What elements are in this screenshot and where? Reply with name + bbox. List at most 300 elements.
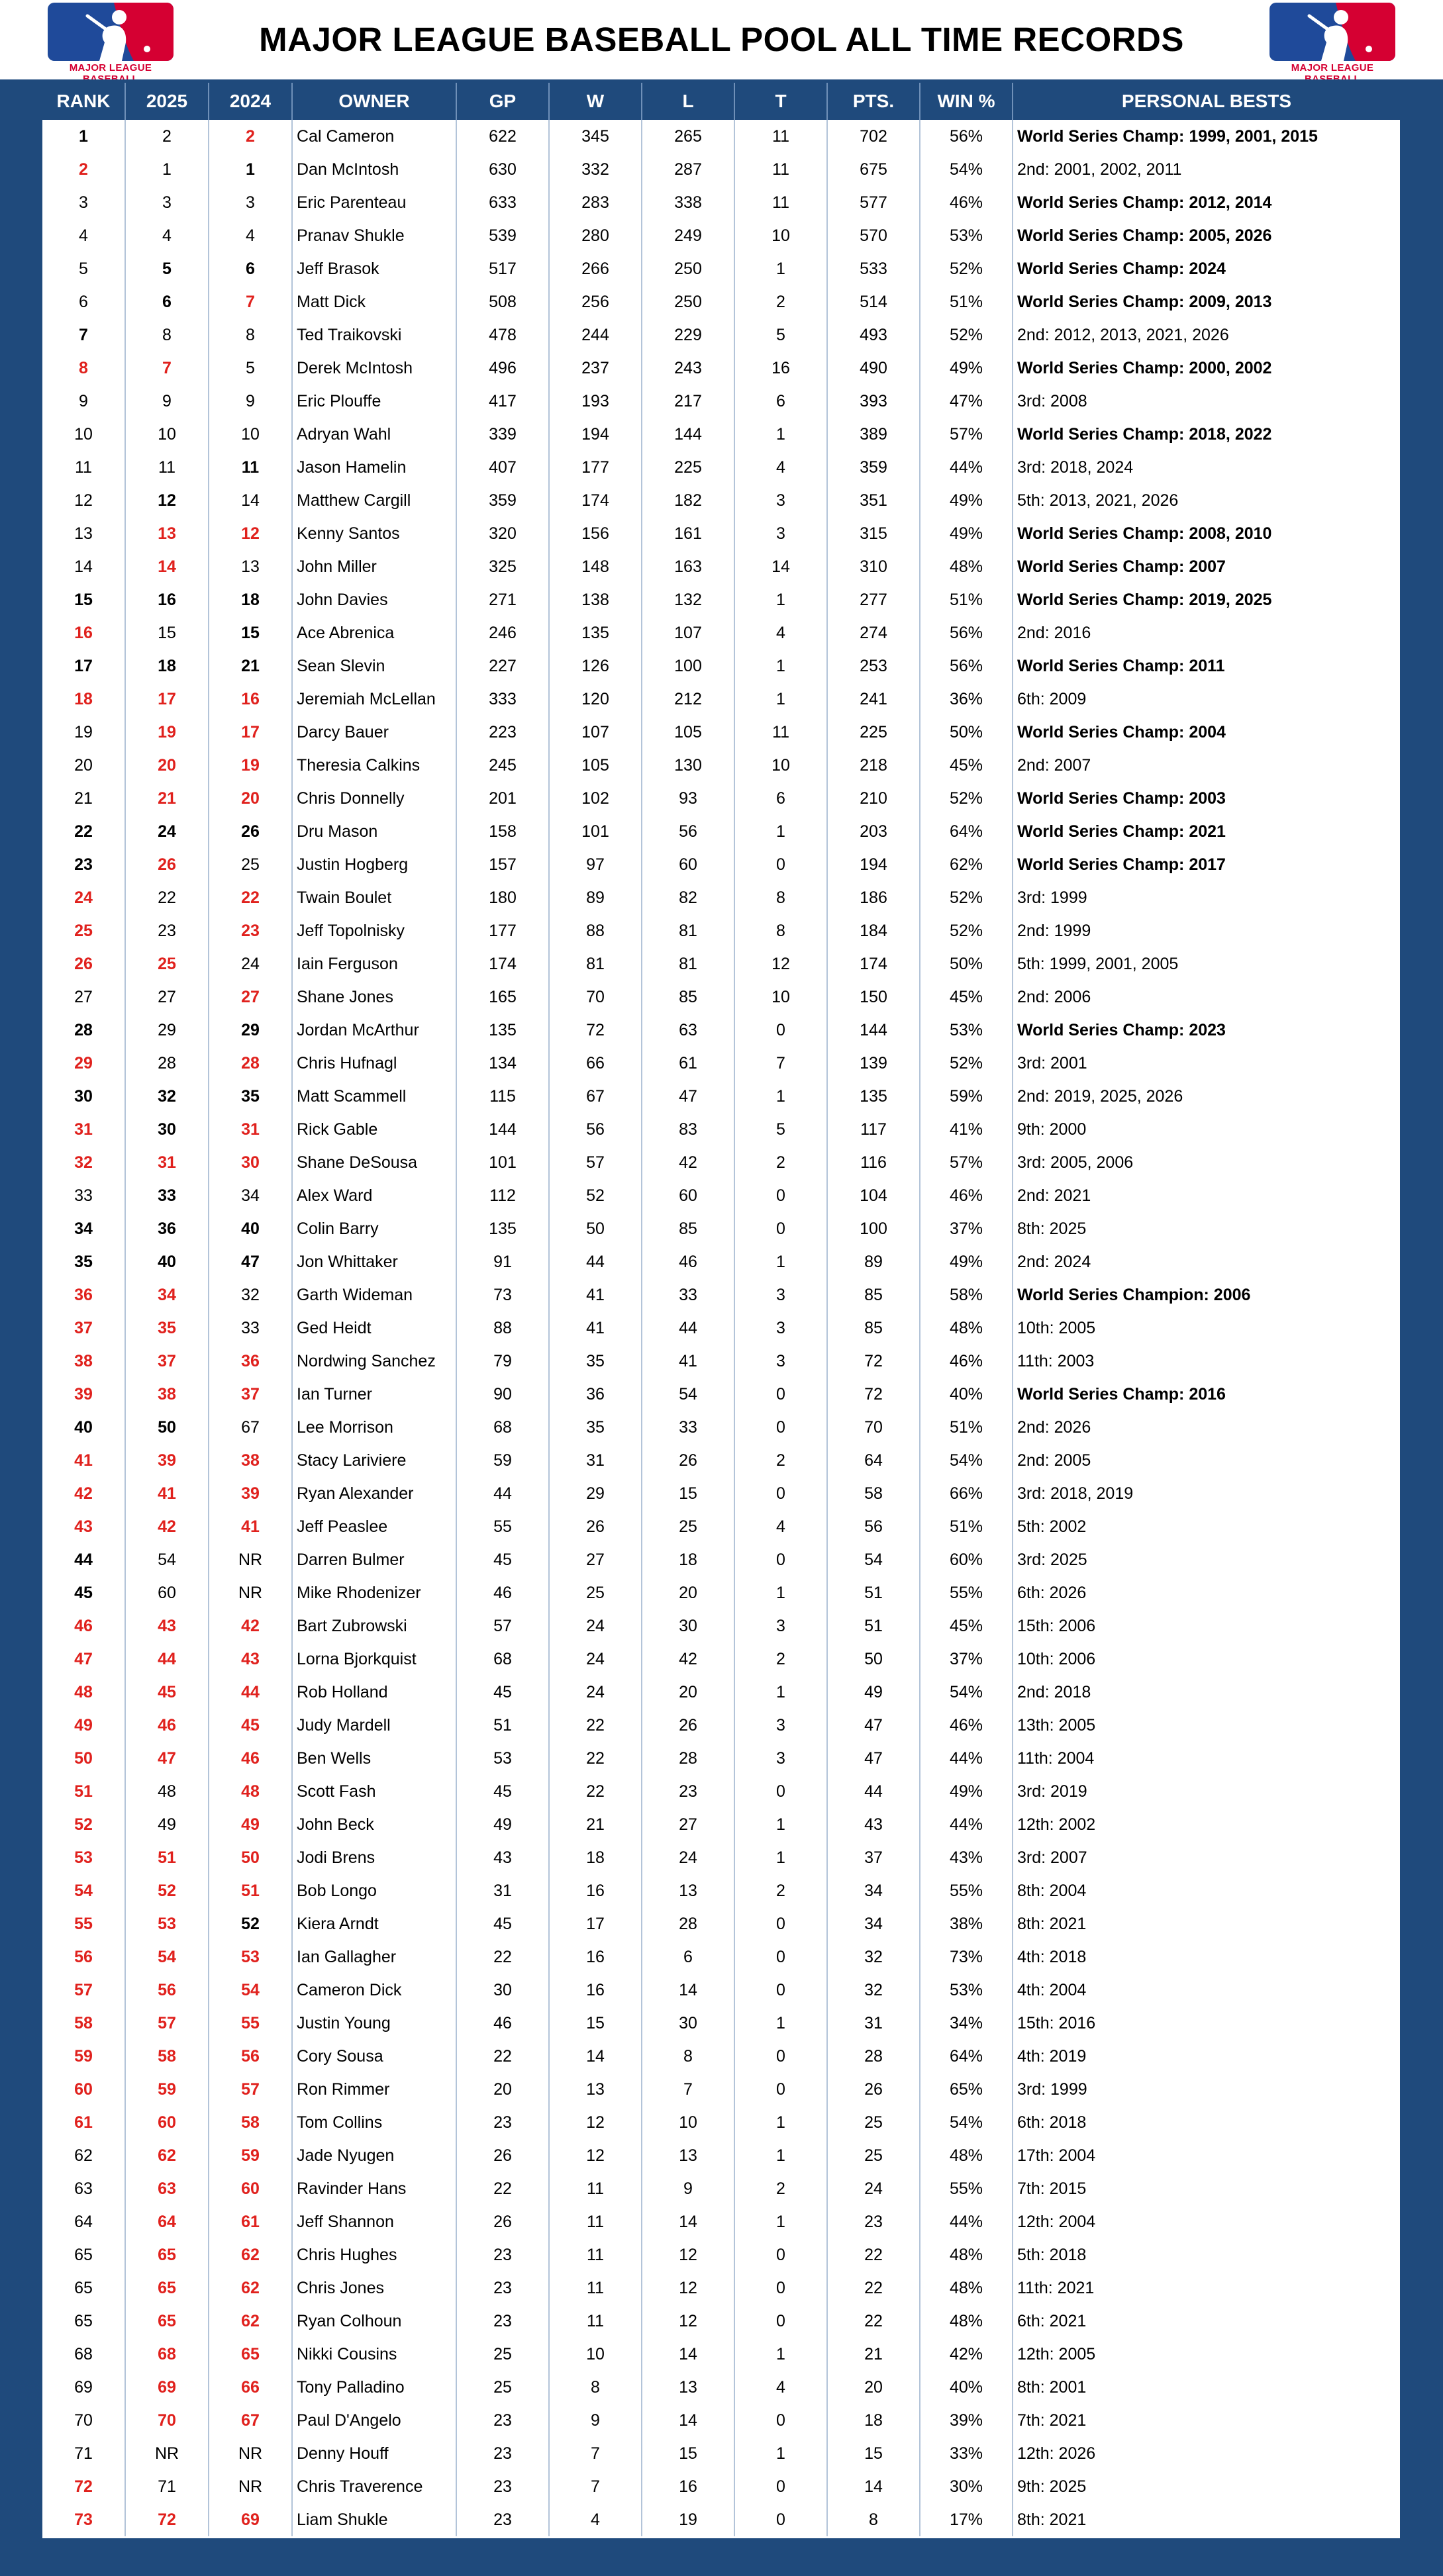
table-row	[42, 484, 1400, 517]
cell-l: 33	[642, 1411, 735, 1444]
logo-caption: MAJOR LEAGUE	[69, 62, 152, 73]
cell-t: 1	[735, 1676, 828, 1709]
cell-gp: 407	[457, 451, 550, 484]
cell-t: 6	[735, 782, 828, 815]
table-row	[42, 848, 1400, 881]
cell-owner: Alex Ward	[293, 1179, 457, 1212]
cell-w: 89	[550, 881, 642, 914]
table-row	[42, 550, 1400, 583]
cell-2025: 27	[126, 980, 209, 1014]
cell-rank: 24	[42, 881, 126, 914]
cell-2025: 13	[126, 517, 209, 550]
cell-owner: Liam Shukle	[293, 2503, 457, 2536]
cell-owner: Ged Heidt	[293, 1312, 457, 1345]
cell-t: 1	[735, 2205, 828, 2238]
cell-2024: 54	[209, 1974, 293, 2007]
cell-gp: 115	[457, 1080, 550, 1113]
cell-personal-best: 4th: 2018	[1017, 1948, 1087, 1966]
cell-l: 26	[642, 1444, 735, 1477]
cell-personal-best: 2nd: 2007	[1017, 756, 1091, 775]
cell-w: 126	[550, 649, 642, 683]
cell-win-pct: 62%	[921, 848, 1013, 881]
cell-personal-best: 3rd: 2005, 2006	[1017, 1153, 1134, 1172]
cell-l: 250	[642, 252, 735, 285]
cell-2025: 40	[126, 1245, 209, 1278]
cell-l: 14	[642, 2205, 735, 2238]
cell-2025: 60	[126, 2106, 209, 2139]
cell-rank: 59	[42, 2040, 126, 2073]
cell-rank: 25	[42, 914, 126, 947]
cell-win-pct: 45%	[921, 980, 1013, 1014]
table-row	[42, 2172, 1400, 2205]
cell-w: 11	[550, 2172, 642, 2205]
cell-w: 266	[550, 252, 642, 285]
cell-pts: 23	[828, 2205, 921, 2238]
cell-l: 212	[642, 683, 735, 716]
cell-gp: 22	[457, 1940, 550, 1974]
cell-win-pct: 65%	[921, 2073, 1013, 2106]
cell-pts: 104	[828, 1179, 921, 1212]
cell-pts: 359	[828, 451, 921, 484]
cell-personal-best: 2nd: 2019, 2025, 2026	[1017, 1087, 1183, 1106]
cell-w: 11	[550, 2305, 642, 2338]
cell-l: 15	[642, 1477, 735, 1510]
cell-w: 21	[550, 1808, 642, 1841]
cell-2024: 47	[209, 1245, 293, 1278]
cell-w: 16	[550, 1974, 642, 2007]
cell-rank: 49	[42, 1709, 126, 1742]
cell-win-pct: 44%	[921, 451, 1013, 484]
cell-2024: 18	[209, 583, 293, 616]
cell-t: 0	[735, 1775, 828, 1808]
cell-t: 1	[735, 649, 828, 683]
cell-owner: Matthew Cargill	[293, 484, 457, 517]
cell-owner: Tony Palladino	[293, 2371, 457, 2404]
cell-pts: 34	[828, 1874, 921, 1907]
cell-rank: 28	[42, 1014, 126, 1047]
cell-gp: 144	[457, 1113, 550, 1146]
cell-win-pct: 64%	[921, 2040, 1013, 2073]
cell-owner: Cal Cameron	[293, 120, 457, 153]
cell-win-pct: 48%	[921, 2139, 1013, 2172]
cell-rank: 72	[42, 2470, 126, 2503]
table-row	[42, 1179, 1400, 1212]
cell-rank: 21	[42, 782, 126, 815]
cell-l: 229	[642, 318, 735, 352]
cell-personal-best: 3rd: 2008	[1017, 392, 1087, 410]
cell-rank: 16	[42, 616, 126, 649]
cell-l: 61	[642, 1047, 735, 1080]
cell-w: 11	[550, 2271, 642, 2305]
cell-w: 15	[550, 2007, 642, 2040]
cell-t: 1	[735, 1576, 828, 1609]
cell-2025: 65	[126, 2271, 209, 2305]
cell-t: 1	[735, 2338, 828, 2371]
cell-l: 85	[642, 980, 735, 1014]
cell-gp: 157	[457, 848, 550, 881]
cell-pts: 56	[828, 1510, 921, 1543]
cell-l: 163	[642, 550, 735, 583]
table-row	[42, 2437, 1400, 2470]
cell-win-pct: 48%	[921, 2271, 1013, 2305]
cell-2025: 5	[126, 252, 209, 285]
cell-pts: 241	[828, 683, 921, 716]
cell-gp: 45	[457, 1907, 550, 1940]
table-row	[42, 1477, 1400, 1510]
cell-gp: 44	[457, 1477, 550, 1510]
table-row	[42, 186, 1400, 219]
cell-gp: 165	[457, 980, 550, 1014]
cell-owner: Matt Scammell	[293, 1080, 457, 1113]
cell-gp: 271	[457, 583, 550, 616]
cell-2024: 31	[209, 1113, 293, 1146]
cell-l: 338	[642, 186, 735, 219]
cell-2025: 53	[126, 1907, 209, 1940]
cell-t: 3	[735, 1345, 828, 1378]
cell-rank: 14	[42, 550, 126, 583]
cell-owner: Pranav Shukle	[293, 219, 457, 252]
cell-owner: John Davies	[293, 583, 457, 616]
cell-gp: 25	[457, 2338, 550, 2371]
cell-l: 9	[642, 2172, 735, 2205]
cell-rank: 36	[42, 1278, 126, 1312]
cell-w: 24	[550, 1676, 642, 1709]
cell-rank: 50	[42, 1742, 126, 1775]
cell-win-pct: 54%	[921, 1676, 1013, 1709]
cell-personal-best: 15th: 2016	[1017, 2014, 1096, 2032]
table-row	[42, 1940, 1400, 1974]
cell-w: 44	[550, 1245, 642, 1278]
cell-2025: 54	[126, 1543, 209, 1576]
cell-t: 0	[735, 1212, 828, 1245]
cell-l: 83	[642, 1113, 735, 1146]
cell-w: 13	[550, 2073, 642, 2106]
cell-rank: 70	[42, 2404, 126, 2437]
cell-personal-best: 3rd: 2019	[1017, 1782, 1087, 1801]
cell-rank: 60	[42, 2073, 126, 2106]
cell-owner: Chris Traverence	[293, 2470, 457, 2503]
cell-l: 27	[642, 1808, 735, 1841]
cell-gp: 68	[457, 1643, 550, 1676]
cell-pts: 514	[828, 285, 921, 318]
cell-win-pct: 55%	[921, 2172, 1013, 2205]
table-row	[42, 1312, 1400, 1345]
cell-rank: 17	[42, 649, 126, 683]
cell-gp: 23	[457, 2238, 550, 2271]
cell-owner: Colin Barry	[293, 1212, 457, 1245]
cell-l: 100	[642, 649, 735, 683]
cell-2024: 44	[209, 1676, 293, 1709]
cell-t: 1	[735, 252, 828, 285]
table-row	[42, 2040, 1400, 2073]
cell-personal-best: 12th: 2026	[1017, 2444, 1096, 2463]
cell-owner: Chris Hughes	[293, 2238, 457, 2271]
cell-t: 0	[735, 1974, 828, 2007]
cell-l: 217	[642, 385, 735, 418]
cell-w: 26	[550, 1510, 642, 1543]
cell-2025: 16	[126, 583, 209, 616]
cell-l: 8	[642, 2040, 735, 2073]
cell-2024: 35	[209, 1080, 293, 1113]
cell-2024: NR	[209, 1576, 293, 1609]
col-header-w: W	[550, 83, 642, 120]
cell-owner: John Beck	[293, 1808, 457, 1841]
cell-win-pct: 56%	[921, 120, 1013, 153]
cell-2024: 4	[209, 219, 293, 252]
cell-gp: 23	[457, 2271, 550, 2305]
cell-2025: NR	[126, 2437, 209, 2470]
cell-l: 161	[642, 517, 735, 550]
cell-w: 24	[550, 1609, 642, 1643]
cell-personal-best: World Series Champ: 2011	[1017, 657, 1225, 675]
cell-2025: 70	[126, 2404, 209, 2437]
table-row	[42, 418, 1400, 451]
cell-gp: 633	[457, 186, 550, 219]
cell-owner: Ian Gallagher	[293, 1940, 457, 1974]
cell-l: 6	[642, 1940, 735, 1974]
cell-gp: 496	[457, 352, 550, 385]
cell-2025: 57	[126, 2007, 209, 2040]
cell-pts: 139	[828, 1047, 921, 1080]
cell-personal-best: World Series Champ: 2018, 2022	[1017, 425, 1272, 444]
table-row	[42, 1874, 1400, 1907]
cell-owner: Rick Gable	[293, 1113, 457, 1146]
cell-pts: 54	[828, 1543, 921, 1576]
cell-w: 41	[550, 1312, 642, 1345]
cell-2025: 49	[126, 1808, 209, 1841]
cell-2025: 51	[126, 1841, 209, 1874]
cell-win-pct: 50%	[921, 716, 1013, 749]
cell-gp: 135	[457, 1212, 550, 1245]
cell-pts: 14	[828, 2470, 921, 2503]
cell-pts: 22	[828, 2305, 921, 2338]
cell-t: 1	[735, 418, 828, 451]
cell-rank: 62	[42, 2139, 126, 2172]
cell-2025: 59	[126, 2073, 209, 2106]
cell-gp: 46	[457, 1576, 550, 1609]
cell-win-pct: 37%	[921, 1643, 1013, 1676]
cell-w: 22	[550, 1775, 642, 1808]
cell-rank: 65	[42, 2238, 126, 2271]
cell-w: 102	[550, 782, 642, 815]
cell-personal-best: 5th: 2013, 2021, 2026	[1017, 491, 1179, 510]
cell-2025: 19	[126, 716, 209, 749]
cell-l: 249	[642, 219, 735, 252]
cell-2025: 58	[126, 2040, 209, 2073]
cell-t: 6	[735, 385, 828, 418]
cell-t: 5	[735, 318, 828, 352]
cell-win-pct: 57%	[921, 418, 1013, 451]
cell-2024: 25	[209, 848, 293, 881]
cell-gp: 223	[457, 716, 550, 749]
cell-win-pct: 48%	[921, 2238, 1013, 2271]
cell-2024: 41	[209, 1510, 293, 1543]
cell-l: 23	[642, 1775, 735, 1808]
cell-pts: 274	[828, 616, 921, 649]
cell-w: 12	[550, 2139, 642, 2172]
cell-2024: 22	[209, 881, 293, 914]
cell-2024: 16	[209, 683, 293, 716]
cell-w: 29	[550, 1477, 642, 1510]
cell-rank: 7	[42, 318, 126, 352]
cell-gp: 245	[457, 749, 550, 782]
cell-gp: 49	[457, 1808, 550, 1841]
cell-owner: Jon Whittaker	[293, 1245, 457, 1278]
cell-rank: 26	[42, 947, 126, 980]
cell-owner: Twain Boulet	[293, 881, 457, 914]
cell-rank: 65	[42, 2271, 126, 2305]
cell-rank: 42	[42, 1477, 126, 1510]
cell-win-pct: 37%	[921, 1212, 1013, 1245]
cell-w: 177	[550, 451, 642, 484]
cell-gp: 134	[457, 1047, 550, 1080]
cell-gp: 333	[457, 683, 550, 716]
cell-w: 107	[550, 716, 642, 749]
cell-w: 4	[550, 2503, 642, 2536]
cell-2025: 12	[126, 484, 209, 517]
cell-rank: 56	[42, 1940, 126, 1974]
cell-w: 283	[550, 186, 642, 219]
cell-owner: Darcy Bauer	[293, 716, 457, 749]
cell-2025: 52	[126, 1874, 209, 1907]
cell-t: 2	[735, 2172, 828, 2205]
table-row	[42, 1841, 1400, 1874]
cell-owner: Matt Dick	[293, 285, 457, 318]
table-row	[42, 1576, 1400, 1609]
cell-pts: 8	[828, 2503, 921, 2536]
cell-l: 13	[642, 2371, 735, 2404]
table-row	[42, 1609, 1400, 1643]
cell-gp: 55	[457, 1510, 550, 1543]
cell-2024: 62	[209, 2238, 293, 2271]
cell-rank: 69	[42, 2371, 126, 2404]
cell-t: 10	[735, 749, 828, 782]
cell-2025: 65	[126, 2305, 209, 2338]
cell-gp: 26	[457, 2205, 550, 2238]
cell-2024: 1	[209, 153, 293, 186]
cell-personal-best: World Series Champ: 2000, 2002	[1017, 359, 1272, 377]
cell-t: 3	[735, 1709, 828, 1742]
cell-personal-best: 4th: 2019	[1017, 2047, 1087, 2066]
cell-personal-best: 3rd: 1999	[1017, 888, 1087, 907]
cell-2024: 40	[209, 1212, 293, 1245]
cell-l: 265	[642, 120, 735, 153]
cell-t: 0	[735, 1907, 828, 1940]
table-row	[42, 1643, 1400, 1676]
cell-t: 4	[735, 1510, 828, 1543]
cell-pts: 533	[828, 252, 921, 285]
cell-pts: 315	[828, 517, 921, 550]
cell-gp: 88	[457, 1312, 550, 1345]
cell-gp: 46	[457, 2007, 550, 2040]
cell-2024: 62	[209, 2271, 293, 2305]
cell-pts: 72	[828, 1345, 921, 1378]
cell-2025: 17	[126, 683, 209, 716]
cell-2025: 43	[126, 1609, 209, 1643]
cell-win-pct: 51%	[921, 1510, 1013, 1543]
cell-pts: 89	[828, 1245, 921, 1278]
cell-win-pct: 52%	[921, 1047, 1013, 1080]
cell-win-pct: 53%	[921, 219, 1013, 252]
cell-2025: 35	[126, 1312, 209, 1345]
cell-owner: Justin Young	[293, 2007, 457, 2040]
cell-l: 12	[642, 2271, 735, 2305]
cell-owner: Adryan Wahl	[293, 418, 457, 451]
cell-win-pct: 48%	[921, 550, 1013, 583]
cell-pts: 43	[828, 1808, 921, 1841]
cell-2024: 13	[209, 550, 293, 583]
cell-2024: 49	[209, 1808, 293, 1841]
cell-win-pct: 47%	[921, 385, 1013, 418]
cell-owner: Jeff Brasok	[293, 252, 457, 285]
cell-win-pct: 52%	[921, 252, 1013, 285]
cell-2024: 6	[209, 252, 293, 285]
cell-pts: 34	[828, 1907, 921, 1940]
cell-owner: Jodi Brens	[293, 1841, 457, 1874]
cell-2025: 68	[126, 2338, 209, 2371]
table-row	[42, 1510, 1400, 1543]
cell-t: 4	[735, 2371, 828, 2404]
cell-personal-best: 2nd: 2024	[1017, 1253, 1091, 1271]
cell-t: 0	[735, 1543, 828, 1576]
cell-personal-best: 8th: 2021	[1017, 1915, 1087, 1933]
cell-gp: 478	[457, 318, 550, 352]
cell-pts: 144	[828, 1014, 921, 1047]
cell-w: 36	[550, 1378, 642, 1411]
cell-pts: 70	[828, 1411, 921, 1444]
cell-l: 144	[642, 418, 735, 451]
cell-2024: 17	[209, 716, 293, 749]
cell-l: 85	[642, 1212, 735, 1245]
table-row	[42, 252, 1400, 285]
table-row	[42, 881, 1400, 914]
table-row	[42, 1080, 1400, 1113]
cell-rank: 13	[42, 517, 126, 550]
table-row	[42, 153, 1400, 186]
cell-w: 18	[550, 1841, 642, 1874]
cell-gp: 508	[457, 285, 550, 318]
cell-personal-best: World Series Champ: 2007	[1017, 557, 1226, 576]
cell-2024: 21	[209, 649, 293, 683]
cell-owner: Denny Houff	[293, 2437, 457, 2470]
table-row	[42, 2073, 1400, 2106]
table-row	[42, 716, 1400, 749]
cell-pts: 135	[828, 1080, 921, 1113]
cell-t: 4	[735, 451, 828, 484]
cell-personal-best: 12th: 2002	[1017, 1815, 1096, 1834]
cell-l: 13	[642, 1874, 735, 1907]
cell-w: 138	[550, 583, 642, 616]
cell-w: 12	[550, 2106, 642, 2139]
page-header	[0, 0, 1443, 79]
cell-2025: 46	[126, 1709, 209, 1742]
cell-personal-best: 6th: 2018	[1017, 2113, 1087, 2132]
cell-2025: 48	[126, 1775, 209, 1808]
cell-gp: 517	[457, 252, 550, 285]
table-row	[42, 980, 1400, 1014]
cell-gp: 90	[457, 1378, 550, 1411]
table-row	[42, 2007, 1400, 2040]
cell-owner: Justin Hogberg	[293, 848, 457, 881]
cell-2024: 2	[209, 120, 293, 153]
cell-owner: Ravinder Hans	[293, 2172, 457, 2205]
cell-2025: 71	[126, 2470, 209, 2503]
cell-t: 1	[735, 2139, 828, 2172]
cell-w: 194	[550, 418, 642, 451]
cell-l: 54	[642, 1378, 735, 1411]
cell-w: 7	[550, 2470, 642, 2503]
cell-2024: 32	[209, 1278, 293, 1312]
